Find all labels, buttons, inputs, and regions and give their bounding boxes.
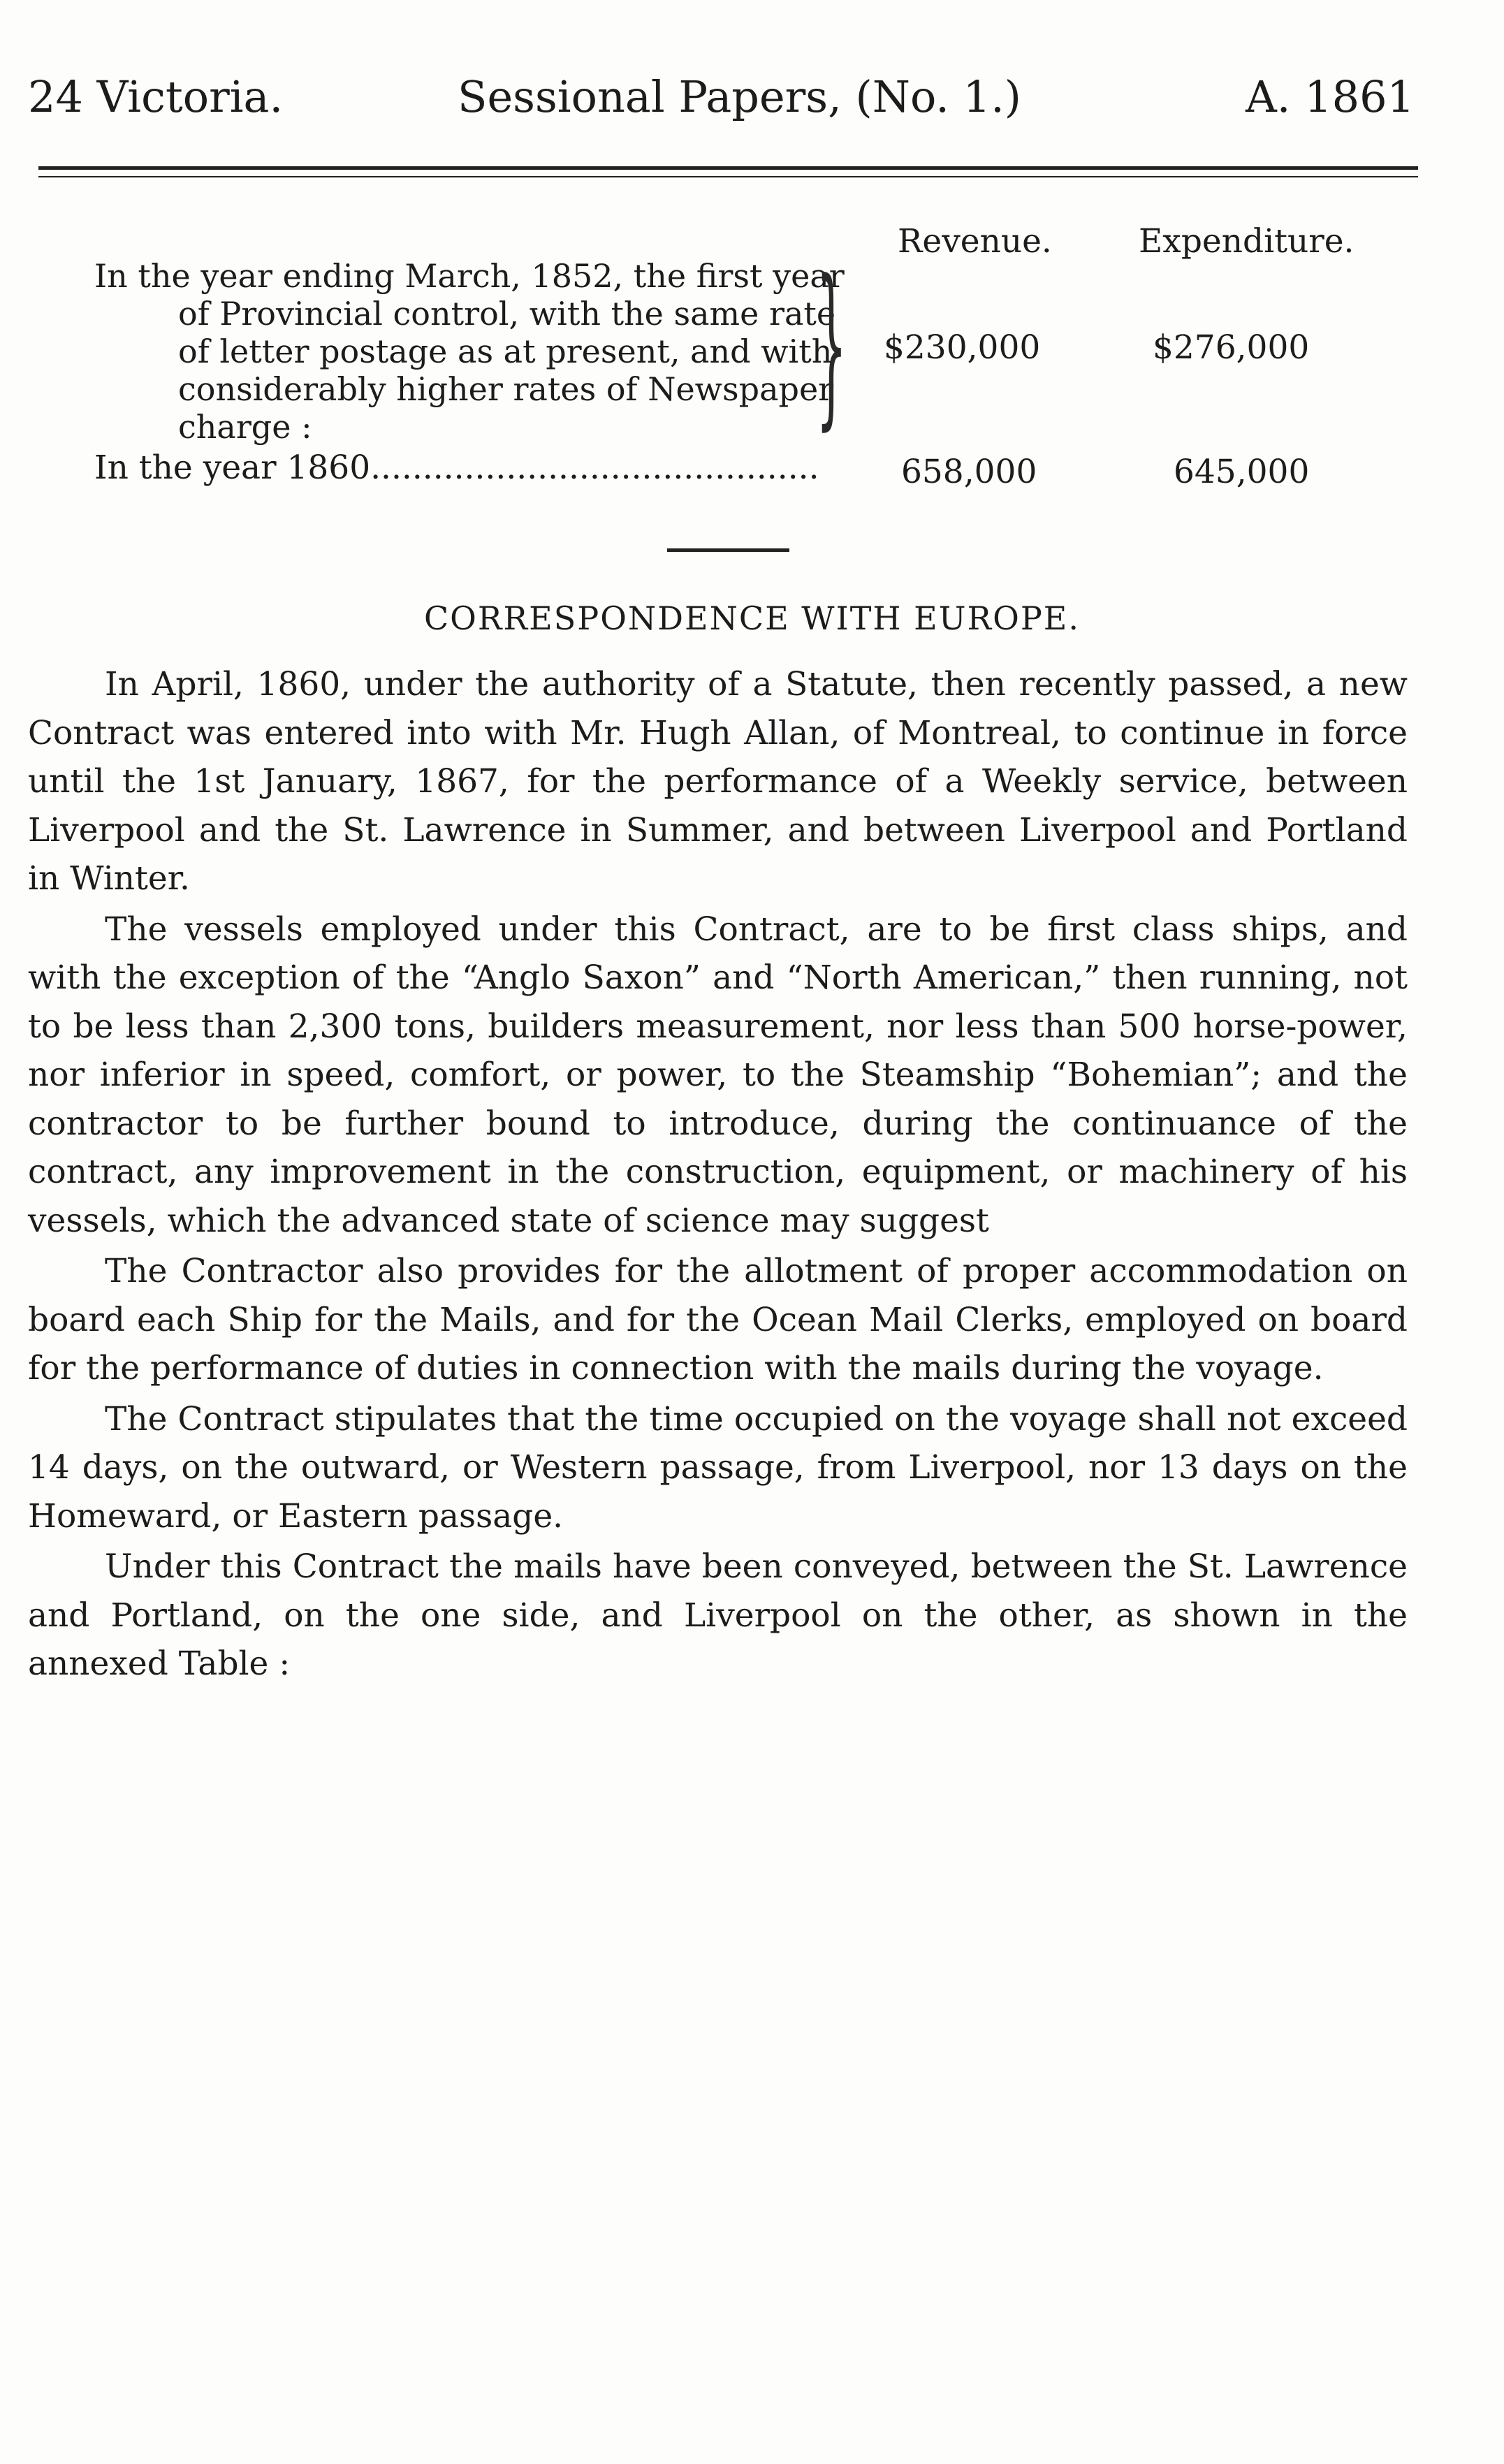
header-title: Sessional Papers, (No. 1.)	[458, 71, 1021, 122]
paragraph: The vessels employed under this Contract, are to be first class ships, and with the exception of the “Anglo Saxon” and “North American,” then running, not to be less than 2,300 tons, builders measurement, nor less than 500 horse-power, nor inferior in speed, comfort, or power, to the Steamship “Bohemian”; and the contractor to be further bound to introduce, during the continuance of the contract, any improvement in the construction, equipment, or machinery of his vessels, which the advanced state of science may suggest	[28, 910, 1408, 1240]
revenue-1860: 658,000	[901, 453, 1037, 491]
table-row-1852-label	[94, 257, 845, 446]
section-title: CORRESPONDENCE WITH EUROPE.	[423, 599, 1080, 637]
header-rule-thin	[38, 176, 1418, 177]
brace-icon: }	[816, 242, 847, 446]
header-year: A. 1861	[1246, 71, 1415, 122]
label-line: In the year ending March, 1852, the first year	[94, 257, 845, 295]
paragraph: The Contract stipulates that the time occupied on the voyage shall not exceed 14 days, on the outward, or Western passage, from Liverpool, nor 13 days on the Homeward, or Eastern passage.	[28, 1399, 1408, 1536]
expenditure-1860: 645,000	[1174, 453, 1310, 491]
paragraph: Under this Contract the mails have been conveyed, between the St. Lawrence and Portland, on the one side, and Liverpool on the other, as shown in the annexed Table :	[28, 1547, 1408, 1683]
paragraph: In April, 1860, under the authority of a Statute, then recently passed, a new Contract was entered into with Mr. Hugh Allan, of Montreal, to continue in force until the 1st January, 1867, for the performance of a Weekly service, between Liverpool and the St. Lawrence in Summer, and between Liverpool and Portland in Winter.	[28, 665, 1408, 898]
paragraph: The Contractor also provides for the allotment of proper accommodation on board each Ship for the Mails, and for the Ocean Mail Clerks, employed on board for the performance of duties in connection with the mails during the voyage.	[28, 1252, 1408, 1387]
label-line: charge :	[178, 408, 312, 446]
header-session: 24 Victoria.	[28, 71, 284, 122]
column-expenditure: Expenditure.	[1139, 222, 1355, 261]
expenditure-1852: $276,000	[1153, 328, 1310, 367]
body-text	[28, 660, 1408, 1691]
header-rule-thick	[38, 166, 1418, 170]
table-row-1860-label: In the year 1860...........................................	[94, 449, 819, 487]
revenue-1852: $230,000	[884, 328, 1041, 367]
label-line: of Provincial control, with the same rate	[178, 295, 836, 333]
section-divider	[667, 548, 789, 552]
label-line: considerably higher rates of Newspaper	[178, 370, 834, 408]
label-line: of letter postage as at present, and with	[178, 333, 833, 370]
column-revenue: Revenue.	[898, 222, 1052, 261]
